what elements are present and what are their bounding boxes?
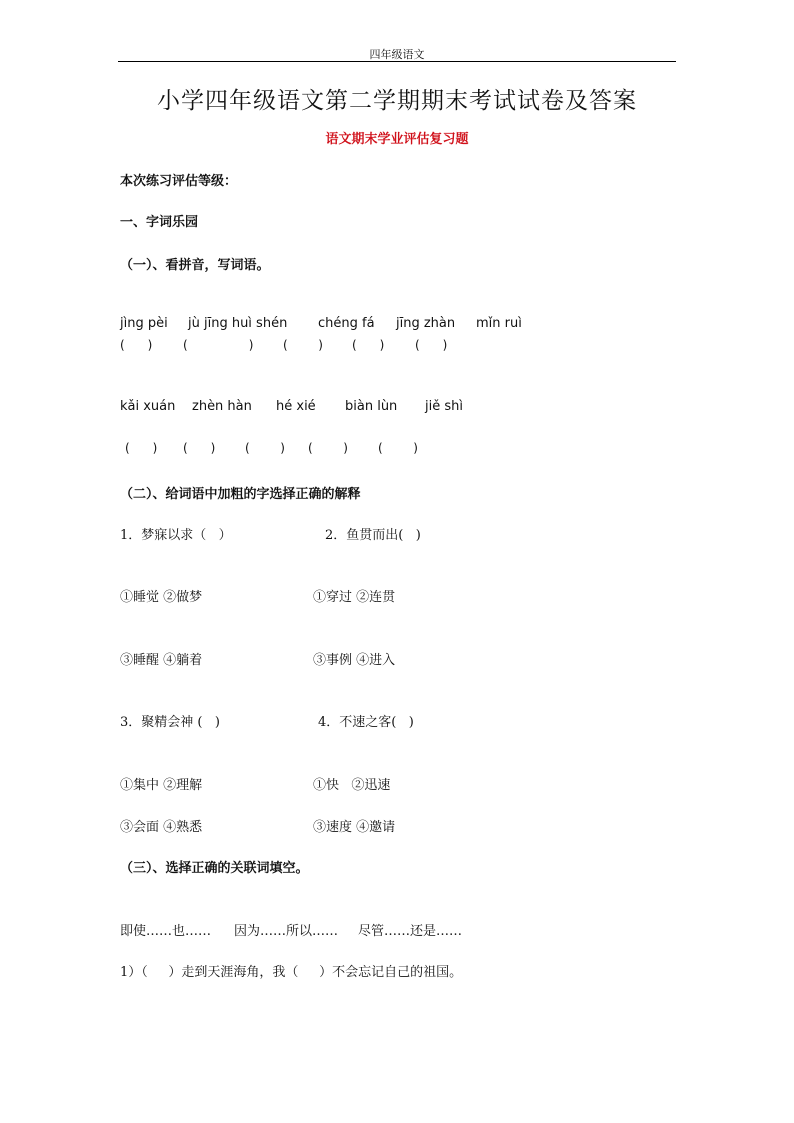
answer-blank[interactable]: ( ): [120, 338, 153, 352]
answer-blank[interactable]: ( ): [378, 441, 418, 455]
answer-blank[interactable]: ( ): [245, 441, 285, 455]
answer-blank[interactable]: ( ): [352, 338, 385, 352]
option-text: ③事例 ④进入: [313, 653, 396, 668]
question-item: 3．聚精会神 ( ): [120, 715, 220, 730]
pinyin-item: jù jīng huì shén: [188, 316, 288, 331]
question-item: 2．鱼贯而出( ): [325, 528, 421, 543]
pinyin-item: jìng pèi: [120, 316, 168, 331]
answer-blank[interactable]: ( ): [308, 441, 348, 455]
section-heading: 一、字词乐园: [120, 215, 199, 230]
header-divider: [118, 61, 676, 62]
pinyin-item: zhèn hàn: [192, 399, 252, 414]
pinyin-item: biàn lùn: [345, 399, 398, 414]
option-text: ①快 ②迅速: [313, 778, 391, 793]
connective-option: 尽管……还是……: [358, 924, 463, 939]
answer-blank[interactable]: ( ): [125, 441, 158, 455]
option-text: ③速度 ④邀请: [313, 820, 396, 835]
answer-blank[interactable]: ( ): [183, 338, 254, 352]
part2-heading: （二）、给词语中加粗的字选择正确的解释: [120, 487, 361, 502]
question-item: 1．梦寐以求（ ）: [120, 528, 232, 543]
part1-heading: （一）、看拼音，写词语。: [120, 258, 270, 273]
question-item: 4．不速之客( ): [318, 715, 414, 730]
option-text: ③会面 ④熟悉: [120, 820, 203, 835]
answer-blank[interactable]: ( ): [283, 338, 323, 352]
grade-line: 本次练习评估等级：: [120, 174, 238, 189]
pinyin-item: mǐn ruì: [476, 316, 522, 331]
pinyin-item: hé xié: [276, 399, 316, 414]
part3-heading: （三）、选择正确的关联词填空。: [120, 861, 309, 876]
option-text: ①集中 ②理解: [120, 778, 203, 793]
option-text: ①睡觉 ②做梦: [120, 590, 203, 605]
pinyin-item: jiě shì: [425, 399, 463, 414]
document-title: 小学四年级语文第二学期期末考试试卷及答案: [157, 88, 637, 114]
answer-blank[interactable]: ( ): [415, 338, 448, 352]
pinyin-item: jīng zhàn: [396, 316, 456, 331]
option-text: ③睡醒 ④躺着: [120, 653, 203, 668]
option-text: ①穿过 ②连贯: [313, 590, 396, 605]
document-subtitle: 语文期末学业评估复习题: [325, 132, 469, 147]
connective-option: 因为……所以……: [234, 924, 339, 939]
answer-blank[interactable]: ( ): [183, 441, 216, 455]
pinyin-item: chéng fá: [318, 316, 375, 331]
connective-option: 即使……也……: [120, 924, 212, 939]
page-header: 四年级语文: [369, 48, 425, 61]
pinyin-item: kǎi xuán: [120, 399, 176, 414]
fill-in-question: 1）（ ）走到天涯海角，我（ ）不会忘记自己的祖国。: [120, 965, 463, 980]
